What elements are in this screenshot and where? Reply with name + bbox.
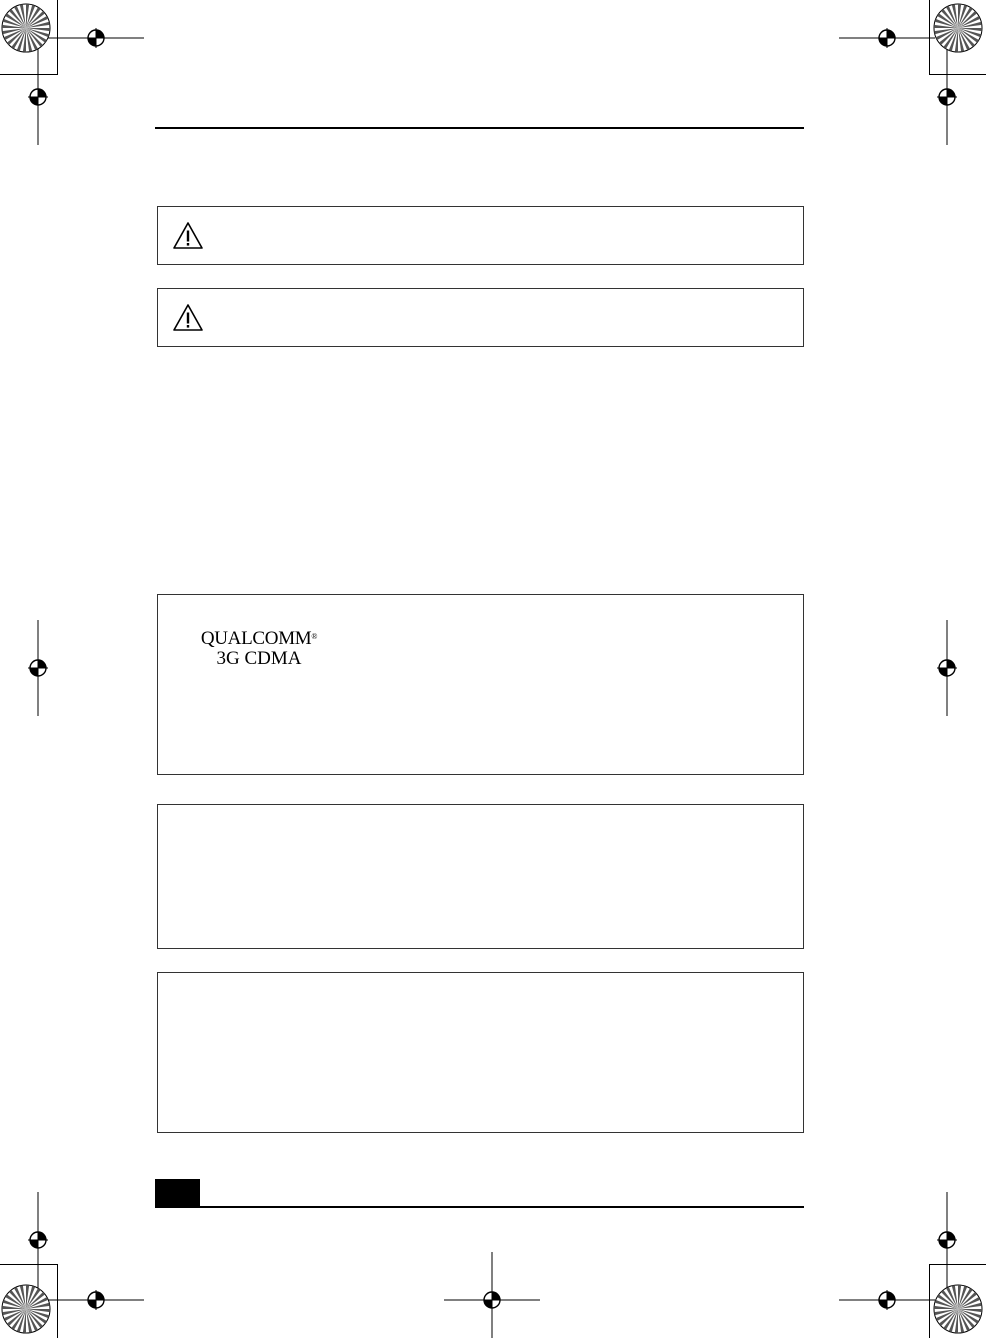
crop-line xyxy=(0,1264,57,1265)
page-number-tab xyxy=(155,1179,200,1207)
registration-crosshair-icon xyxy=(38,97,39,98)
warning-triangle-icon xyxy=(172,221,204,251)
qualcomm-logo xyxy=(194,629,324,669)
registration-crosshair-icon xyxy=(492,1300,493,1301)
starburst-target-icon xyxy=(930,0,986,60)
logo-subtitle: 3G CDMA xyxy=(216,648,302,669)
warning-triangle-icon xyxy=(172,303,204,333)
registration-crosshair-icon xyxy=(947,668,948,669)
starburst-target-icon xyxy=(930,1280,986,1338)
footer-rule xyxy=(155,1206,804,1208)
header-rule xyxy=(155,127,804,129)
warning-box xyxy=(157,288,804,347)
logo-brand: QUALCOMM xyxy=(200,628,312,649)
crop-line xyxy=(929,74,986,75)
license-box xyxy=(157,594,804,775)
crop-line xyxy=(0,74,57,75)
starburst-target-icon xyxy=(0,0,60,60)
registration-crosshair-icon xyxy=(947,1240,948,1241)
registration-crosshair-icon xyxy=(38,668,39,669)
starburst-target-icon xyxy=(0,1280,60,1338)
registration-crosshair-icon xyxy=(96,38,97,39)
crop-line xyxy=(929,1264,986,1265)
registration-crosshair-icon xyxy=(38,1240,39,1241)
registered-mark: ® xyxy=(311,632,318,641)
registration-crosshair-icon xyxy=(947,97,948,98)
registration-crosshair-icon xyxy=(96,1300,97,1301)
registration-crosshair-icon xyxy=(887,1300,888,1301)
notice-box xyxy=(157,972,804,1133)
notice-box xyxy=(157,804,804,949)
warning-box xyxy=(157,206,804,265)
registration-crosshair-icon xyxy=(887,38,888,39)
